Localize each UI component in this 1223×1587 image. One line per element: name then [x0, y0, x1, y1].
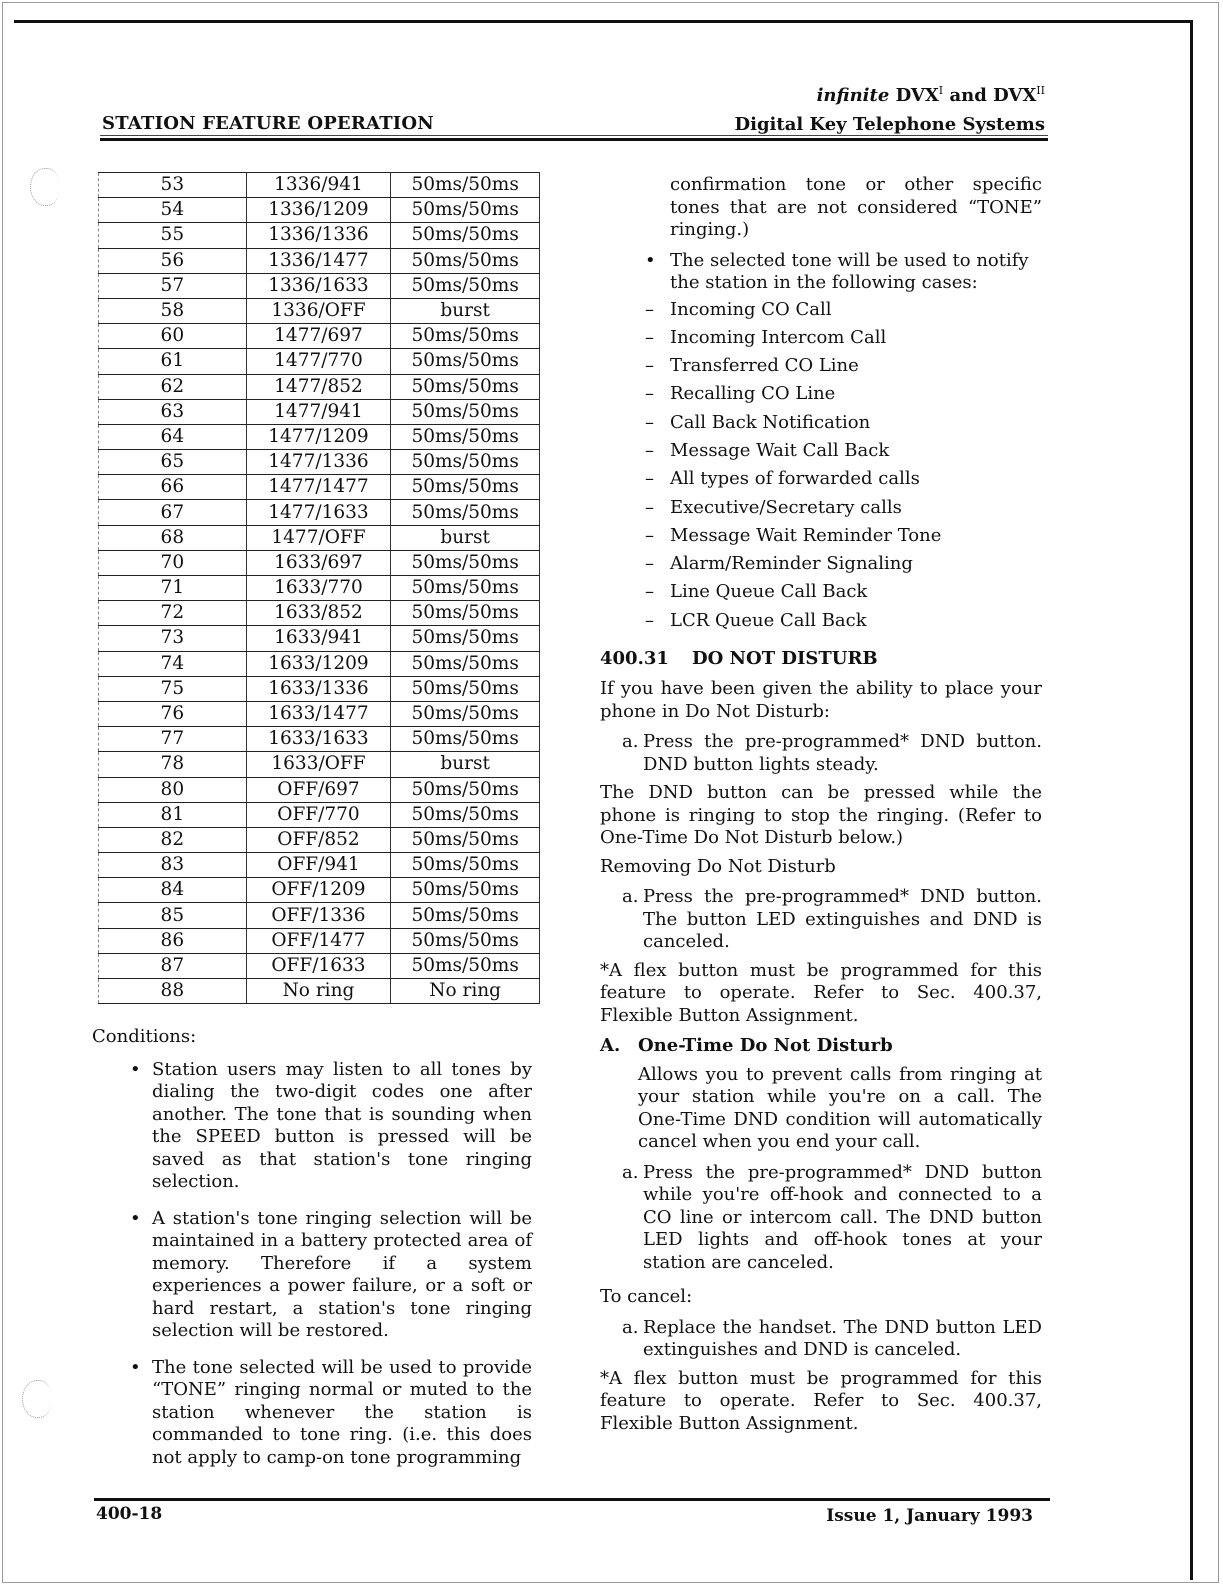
- notify-cases-list: [600, 299, 1042, 639]
- continuation-text: confirmation tone or other specific tones that are not considered “TONE” ringing.): [670, 174, 1042, 240]
- removing-dnd-step: [600, 886, 1042, 954]
- tone-code: 71: [99, 576, 247, 601]
- bullet-icon: •: [645, 249, 656, 271]
- tone-code: 82: [99, 827, 247, 852]
- tone-code: 68: [99, 525, 247, 550]
- table-row: [99, 752, 540, 777]
- table-row: [99, 374, 540, 399]
- section-heading-dnd: [600, 648, 1042, 678]
- table-row: [99, 903, 540, 928]
- step-label: a.: [622, 886, 639, 908]
- list-item: [600, 581, 1042, 609]
- footer-rule: [94, 1498, 1050, 1501]
- table-row: [99, 676, 540, 701]
- table-row: [99, 601, 540, 626]
- product-sup-b: II: [1036, 84, 1045, 97]
- tone-cadence: burst: [391, 298, 540, 323]
- product-sup-a: I: [938, 84, 944, 97]
- tone-frequencies: 1477/697: [246, 324, 391, 349]
- table-row: [99, 273, 540, 298]
- tone-cadence: 50ms/50ms: [391, 374, 540, 399]
- dnd-intro: If you have been given the ability to place your phone in Do Not Disturb:: [600, 678, 1042, 722]
- dnd-step-a: [600, 731, 1042, 776]
- case-text: Transferred CO Line: [670, 355, 859, 377]
- tone-code: 80: [99, 777, 247, 802]
- product-brand: infinite: [816, 85, 890, 106]
- tone-code: 76: [99, 701, 247, 726]
- flex-button-note: *A flex button must be programmed for this feature to operate. Refer to Sec. 400.37, Flexible Button Assignment.: [600, 959, 1042, 1026]
- conditions-list: [130, 1059, 532, 1470]
- subsection-heading-one-time-dnd: [600, 1035, 1042, 1058]
- bullet-icon: •: [130, 1058, 141, 1080]
- tone-code: 62: [99, 374, 247, 399]
- dash-icon: –: [645, 524, 654, 546]
- table-row: [99, 248, 540, 273]
- subsection-letter: A.: [600, 1035, 621, 1057]
- subsection-title: One-Time Do Not Disturb: [638, 1035, 893, 1057]
- tone-cadence: 50ms/50ms: [391, 349, 540, 374]
- table-row: [99, 777, 540, 802]
- tone-code: 60: [99, 324, 247, 349]
- dnd-note: The DND button can be pressed while the phone is ringing to stop the ringing. (Refer to One-Time Do Not Disturb below.): [600, 782, 1042, 849]
- tone-frequencies: 1336/1336: [246, 223, 391, 248]
- tone-frequencies: 1477/852: [246, 374, 391, 399]
- list-item: [600, 610, 1042, 638]
- table-row: [99, 576, 540, 601]
- table-row: [99, 953, 540, 978]
- tone-frequencies: 1633/770: [246, 576, 391, 601]
- tone-cadence: 50ms/50ms: [391, 450, 540, 475]
- tone-frequencies: OFF/1336: [246, 903, 391, 928]
- table-row: [99, 525, 540, 550]
- tone-code: 84: [99, 878, 247, 903]
- tone-frequencies: OFF/770: [246, 802, 391, 827]
- table-row: [99, 223, 540, 248]
- punch-hole-mark: [30, 168, 59, 206]
- tone-cadence: 50ms/50ms: [391, 550, 540, 575]
- tone-cadence: 50ms/50ms: [391, 173, 540, 198]
- tone-code: 73: [99, 626, 247, 651]
- removing-dnd-label: Removing Do Not Disturb: [600, 855, 836, 877]
- tone-frequencies: 1633/852: [246, 601, 391, 626]
- tone-cadence: 50ms/50ms: [391, 928, 540, 953]
- tone-frequencies: 1633/OFF: [246, 752, 391, 777]
- tone-frequencies: 1633/697: [246, 550, 391, 575]
- tone-code: 56: [99, 248, 247, 273]
- cancel-label: To cancel:: [600, 1286, 693, 1308]
- dash-icon: –: [645, 496, 654, 518]
- tone-cadence: 50ms/50ms: [391, 500, 540, 525]
- tone-cadence: 50ms/50ms: [391, 601, 540, 626]
- tone-code: 86: [99, 928, 247, 953]
- case-text: Incoming CO Call: [670, 298, 832, 320]
- tone-frequencies: OFF/1633: [246, 953, 391, 978]
- tone-code: 67: [99, 500, 247, 525]
- dash-icon: –: [645, 383, 654, 405]
- tone-cadence: 50ms/50ms: [391, 576, 540, 601]
- list-item: [600, 468, 1042, 496]
- table-row: [99, 827, 540, 852]
- condition-item: [130, 1208, 532, 1343]
- tone-cadence: 50ms/50ms: [391, 903, 540, 928]
- table-row: [99, 802, 540, 827]
- case-text: Recalling CO Line: [670, 383, 836, 405]
- condition-item: [130, 1059, 532, 1194]
- tone-frequencies: 1633/1336: [246, 676, 391, 701]
- tone-cadence: 50ms/50ms: [391, 676, 540, 701]
- header-rule: [100, 138, 1048, 141]
- tone-code: 77: [99, 727, 247, 752]
- tone-code: 81: [99, 802, 247, 827]
- tone-cadence: 50ms/50ms: [391, 953, 540, 978]
- one-time-description: Allows you to prevent calls from ringing at your station while you're on a call. The One-Time DND condition will automatically cancel when you end your call.: [638, 1063, 1042, 1153]
- tone-code: 85: [99, 903, 247, 928]
- case-text: All types of forwarded calls: [670, 468, 920, 490]
- section-number: 400.31: [600, 648, 669, 670]
- flex-button-note: *A flex button must be programmed for this feature to operate. Refer to Sec. 400.37, Flexible Button Assignment.: [600, 1367, 1042, 1434]
- tone-code: 66: [99, 475, 247, 500]
- table-row: [99, 701, 540, 726]
- tone-code: 88: [99, 979, 247, 1004]
- table-row: [99, 727, 540, 752]
- tone-frequencies: 1477/OFF: [246, 525, 391, 550]
- dash-icon: –: [645, 355, 654, 377]
- tone-cadence: 50ms/50ms: [391, 853, 540, 878]
- list-item: [600, 440, 1042, 468]
- case-text: Incoming Intercom Call: [670, 326, 887, 348]
- tone-frequencies: 1336/1477: [246, 248, 391, 273]
- tone-frequencies: 1477/770: [246, 349, 391, 374]
- case-text: Alarm/Reminder Signaling: [670, 553, 913, 575]
- tone-frequencies: 1336/941: [246, 173, 391, 198]
- bullet-icon: •: [130, 1356, 141, 1378]
- tone-frequencies: OFF/1477: [246, 928, 391, 953]
- tone-cadence: 50ms/50ms: [391, 701, 540, 726]
- dash-icon: –: [645, 609, 654, 631]
- tone-cadence: 50ms/50ms: [391, 802, 540, 827]
- table-row: [99, 198, 540, 223]
- tone-cadence: 50ms/50ms: [391, 248, 540, 273]
- tone-code: 65: [99, 450, 247, 475]
- tone-cadence: 50ms/50ms: [391, 727, 540, 752]
- list-item: [600, 327, 1042, 355]
- list-item: [600, 525, 1042, 553]
- tone-cadence: 50ms/50ms: [391, 198, 540, 223]
- table-row: [99, 450, 540, 475]
- step-label: a.: [622, 731, 639, 753]
- table-row: [99, 424, 540, 449]
- condition-item: [130, 1357, 532, 1470]
- tone-code: 72: [99, 601, 247, 626]
- dash-icon: –: [645, 411, 654, 433]
- tone-cadence: 50ms/50ms: [391, 827, 540, 852]
- tone-cadence: 50ms/50ms: [391, 223, 540, 248]
- tone-frequencies: 1477/941: [246, 399, 391, 424]
- tone-cadence: burst: [391, 525, 540, 550]
- tone-code: 78: [99, 752, 247, 777]
- list-item: [600, 497, 1042, 525]
- step-text: Press the pre-programmed* DND button while you're off-hook and connected to a CO line or intercom call. The DND button LED lights and off-hook tones at your station are canceled.: [643, 1161, 1042, 1273]
- tone-code: 83: [99, 853, 247, 878]
- dash-icon: –: [645, 439, 654, 461]
- tone-code: 75: [99, 676, 247, 701]
- list-item: [600, 299, 1042, 327]
- table-row: [99, 324, 540, 349]
- tone-frequencies: 1336/OFF: [246, 298, 391, 323]
- condition-text: A station's tone ringing selection will be maintained in a battery protected area of memory. Therefore if a system experiences a power failure, or a soft or hard restart, a station's tone ringing selection will be restored.: [152, 1207, 532, 1341]
- table-row: [99, 853, 540, 878]
- tone-cadence: burst: [391, 752, 540, 777]
- list-item: [600, 553, 1042, 581]
- table-row: [99, 349, 540, 374]
- table-row: [99, 928, 540, 953]
- case-text: Message Wait Call Back: [670, 439, 890, 461]
- notify-text: The selected tone will be used to notify the station in the following cases:: [670, 249, 1029, 293]
- tone-frequencies: 1336/1209: [246, 198, 391, 223]
- tone-cadence: 50ms/50ms: [391, 424, 540, 449]
- condition-text: The tone selected will be used to provide “TONE” ringing normal or muted to the station whenever the station is commanded to tone ring. (i.e. this does not apply to camp-on tone programming: [152, 1356, 532, 1468]
- tone-frequencies: 1633/1633: [246, 727, 391, 752]
- tone-code: 58: [99, 298, 247, 323]
- tone-frequencies: No ring: [246, 979, 391, 1004]
- table-row: [99, 550, 540, 575]
- section-title: DO NOT DISTURB: [692, 648, 878, 670]
- product-line-b: DVX: [993, 85, 1037, 106]
- dash-icon: –: [645, 581, 654, 603]
- conditions-label: Conditions:: [92, 1026, 197, 1047]
- tone-code: 87: [99, 953, 247, 978]
- tone-frequencies: 1477/1633: [246, 500, 391, 525]
- tone-cadence: 50ms/50ms: [391, 273, 540, 298]
- step-text: Press the pre-programmed* DND button. DND button lights steady.: [643, 731, 1042, 775]
- condition-text: Station users may listen to all tones by dialing the two-digit codes one after another. The tone that is sounding when the SPEED button is pressed will be saved as that station's tone ringing selection.: [152, 1058, 532, 1192]
- product-subtitle: Digital Key Telephone Systems: [734, 114, 1045, 135]
- issue-date: Issue 1, January 1993: [826, 1506, 1033, 1526]
- dash-icon: –: [645, 326, 654, 348]
- table-row: [99, 979, 540, 1004]
- table-row: [99, 298, 540, 323]
- tone-code: 70: [99, 550, 247, 575]
- dash-icon: –: [645, 468, 654, 490]
- tone-frequencies: OFF/852: [246, 827, 391, 852]
- list-item: [600, 383, 1042, 411]
- product-title: [817, 84, 1045, 106]
- tone-frequencies: 1633/941: [246, 626, 391, 651]
- table-row: [99, 399, 540, 424]
- tone-code: 55: [99, 223, 247, 248]
- step-text: Replace the handset. The DND button LED extinguishes and DND is canceled.: [643, 1316, 1042, 1361]
- tone-cadence: 50ms/50ms: [391, 399, 540, 424]
- step-label: a.: [622, 1161, 639, 1183]
- tone-frequencies: 1633/1209: [246, 651, 391, 676]
- list-item: [600, 355, 1042, 383]
- tone-cadence: 50ms/50ms: [391, 626, 540, 651]
- tone-code: 53: [99, 173, 247, 198]
- tone-frequencies: 1633/1477: [246, 701, 391, 726]
- tone-code: 54: [99, 198, 247, 223]
- tone-cadence: No ring: [391, 979, 540, 1004]
- case-text: Call Back Notification: [670, 411, 871, 433]
- tone-frequencies: 1477/1477: [246, 475, 391, 500]
- tone-ringing-table: [98, 172, 540, 1004]
- table-row: [99, 651, 540, 676]
- cancel-step: [600, 1317, 1042, 1362]
- page-number: 400-18: [96, 1504, 163, 1524]
- tone-cadence: 50ms/50ms: [391, 878, 540, 903]
- section-header: STATION FEATURE OPERATION: [102, 113, 434, 134]
- tone-frequencies: OFF/941: [246, 853, 391, 878]
- tone-code: 63: [99, 399, 247, 424]
- tone-cadence: 50ms/50ms: [391, 651, 540, 676]
- tone-code: 64: [99, 424, 247, 449]
- tone-frequencies: OFF/1209: [246, 878, 391, 903]
- tone-code: 57: [99, 273, 247, 298]
- tone-frequencies: OFF/697: [246, 777, 391, 802]
- tone-frequencies: 1477/1209: [246, 424, 391, 449]
- dash-icon: –: [645, 553, 654, 575]
- bullet-icon: •: [130, 1207, 141, 1229]
- table-row: [99, 878, 540, 903]
- product-and: and: [949, 85, 987, 106]
- tone-cadence: 50ms/50ms: [391, 777, 540, 802]
- step-text: Press the pre-programmed* DND button. The button LED extinguishes and DND is canceled.: [643, 886, 1042, 953]
- right-column: [600, 174, 1042, 1435]
- punch-hole-mark: [22, 1380, 51, 1418]
- case-text: LCR Queue Call Back: [670, 609, 867, 631]
- conditions-block: [92, 1026, 532, 1483]
- tone-cadence: 50ms/50ms: [391, 324, 540, 349]
- step-label: a.: [622, 1316, 639, 1338]
- table-row: [99, 475, 540, 500]
- page-right-border: [1190, 20, 1193, 1580]
- case-text: Line Queue Call Back: [670, 581, 868, 603]
- case-text: Executive/Secretary calls: [670, 496, 902, 518]
- tone-code: 61: [99, 349, 247, 374]
- tone-code: 74: [99, 651, 247, 676]
- table-row: [99, 173, 540, 198]
- tone-frequencies: 1477/1336: [246, 450, 391, 475]
- table-row: [99, 626, 540, 651]
- header-rule-thin: [100, 135, 1048, 136]
- list-item: [600, 412, 1042, 440]
- dash-icon: –: [645, 298, 654, 320]
- table-row: [99, 500, 540, 525]
- page-top-border: [14, 20, 1192, 23]
- product-line-a: DVX: [895, 85, 939, 106]
- notify-bullet: [600, 250, 1042, 295]
- one-time-step-a: [600, 1162, 1042, 1275]
- case-text: Message Wait Reminder Tone: [670, 524, 942, 546]
- tone-cadence: 50ms/50ms: [391, 475, 540, 500]
- tone-frequencies: 1336/1633: [246, 273, 391, 298]
